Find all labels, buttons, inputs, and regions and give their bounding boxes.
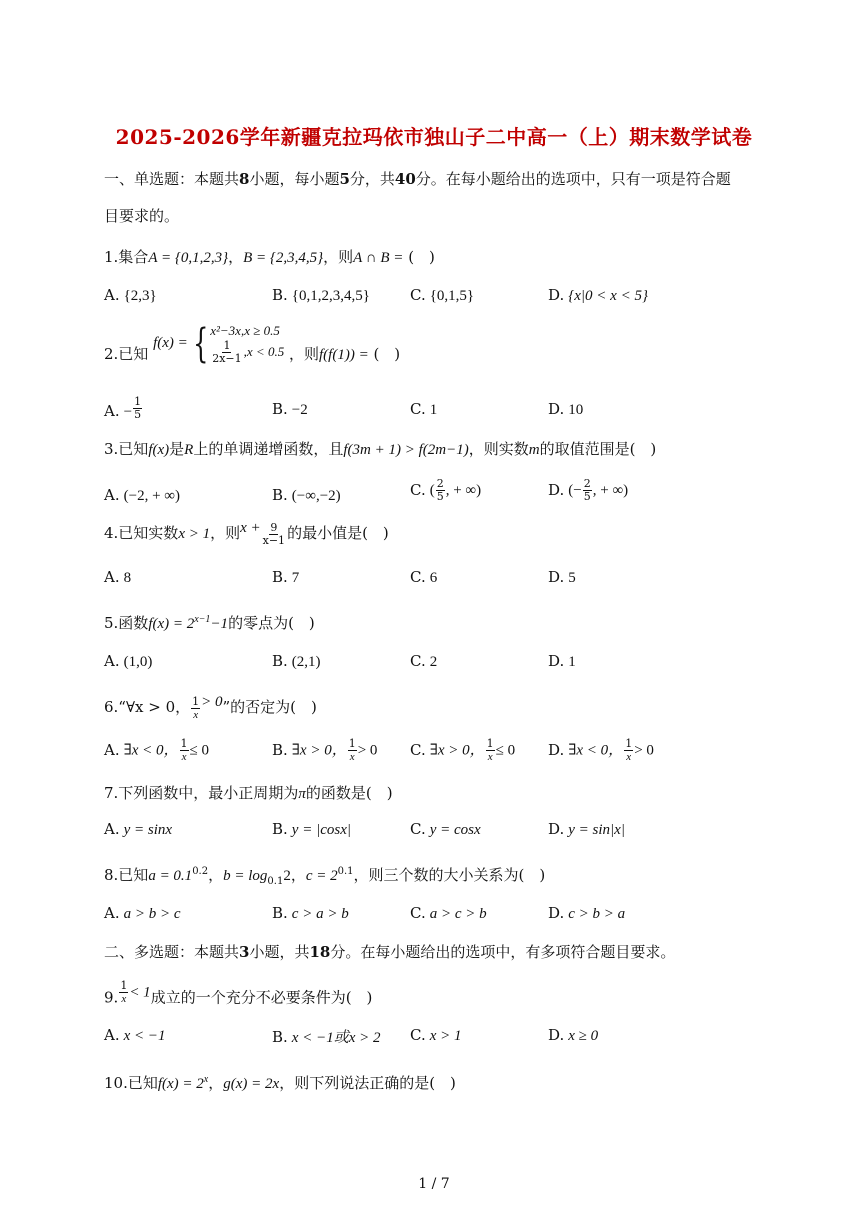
option-label: D.	[548, 480, 565, 499]
q-math: B = {2,3,4,5}	[243, 250, 324, 266]
option-c[interactable]	[410, 400, 437, 419]
q-math: < 1	[129, 984, 151, 1001]
question-10	[104, 1072, 456, 1093]
option-text: 10	[568, 402, 584, 418]
option-text: c > b > a	[568, 906, 626, 922]
question-8-options	[104, 904, 804, 926]
option-b[interactable]	[272, 486, 341, 505]
option-text: y = |cosx|	[291, 822, 351, 838]
q-math: f(f(1)) =	[319, 347, 369, 363]
option-text: y = sin|x|	[568, 822, 625, 838]
q-text: ，则	[210, 524, 241, 542]
frac-den: 2x−1	[212, 352, 242, 365]
question-4	[104, 520, 389, 547]
question-5	[104, 612, 315, 633]
q-math: A ∩ B =	[353, 250, 404, 266]
option-c[interactable]	[410, 1026, 462, 1045]
q-text: 2.已知	[104, 345, 149, 363]
q-text: ( )	[403, 248, 435, 266]
option-c[interactable]	[410, 568, 437, 587]
option-text: (−2, + ∞)	[123, 488, 180, 504]
section-2-heading	[104, 944, 774, 961]
option-label: B.	[272, 1028, 288, 1046]
question-6	[104, 694, 317, 721]
option-text: ∃x < 0，	[123, 742, 179, 759]
option-text: a > b > c	[123, 906, 181, 922]
q-text: 的最小值是( )	[287, 524, 389, 542]
q-text: 1.集合	[104, 248, 149, 266]
q-text: ，则	[288, 345, 319, 363]
option-label: D.	[548, 904, 565, 922]
frac-num: 1	[348, 737, 356, 750]
question-4-options	[104, 568, 804, 590]
option-text: {x|0 < x < 5}	[568, 288, 648, 304]
case-1: x²−3x,x ≥ 0.5	[210, 323, 280, 338]
q-text: 的函数是( )	[305, 784, 393, 802]
option-label: D.	[548, 652, 565, 670]
frac-num: 1	[180, 737, 188, 750]
option-text: c > a > b	[291, 906, 349, 922]
q-math: −1	[210, 616, 229, 632]
option-d[interactable]	[548, 738, 654, 763]
q-text: ，则三个数的大小关系为( )	[353, 866, 546, 884]
section-text: 小题，每小题	[249, 170, 340, 188]
section-1-heading	[104, 171, 774, 188]
option-label: D.	[548, 568, 565, 586]
q-text: ，则实数	[468, 440, 529, 458]
q-exponent: 0.1	[337, 866, 354, 877]
option-text: 1	[429, 402, 438, 418]
question-2	[104, 322, 400, 365]
option-label: C.	[410, 904, 426, 922]
option-label: C.	[410, 286, 426, 304]
option-d[interactable]	[548, 400, 583, 419]
option-label: D.	[548, 400, 565, 418]
option-label: A.	[104, 652, 120, 670]
frac-den: x	[193, 708, 199, 721]
q-text: 的取值范围是( )	[539, 440, 657, 458]
option-c[interactable]	[410, 286, 474, 305]
q-text: 的零点为( )	[228, 614, 315, 632]
q-math: b = log	[223, 868, 268, 884]
question-8	[104, 864, 545, 887]
option-label: D.	[548, 1026, 565, 1044]
option-label: A.	[104, 820, 120, 838]
q-math: g(x) = 2x	[223, 1076, 280, 1092]
option-a[interactable]	[104, 286, 157, 305]
frac-den: 5	[436, 490, 444, 503]
option-label: B.	[272, 820, 288, 838]
option-d[interactable]	[548, 286, 648, 305]
q-text: 9.	[104, 988, 119, 1007]
case-2-cond: ,x < 0.5	[243, 344, 285, 359]
option-a[interactable]	[104, 396, 143, 421]
q-math: f(x) = 2	[157, 1076, 204, 1092]
frac-num: 2	[436, 477, 444, 490]
option-text: (2,1)	[291, 654, 321, 670]
option-c[interactable]	[410, 478, 481, 503]
q-text: ”的否定为( )	[222, 698, 317, 716]
q-text: 成立的一个充分不必要条件为( )	[150, 988, 373, 1007]
option-d[interactable]	[548, 478, 628, 503]
q-math: x > 1	[178, 526, 211, 542]
frac-den: x	[349, 751, 355, 763]
option-text: (1,0)	[123, 654, 153, 670]
option-rel: > 0	[634, 742, 654, 759]
option-label: C.	[410, 740, 426, 759]
option-b[interactable]	[272, 1026, 380, 1047]
frac-num: 1	[486, 737, 494, 750]
option-a[interactable]	[104, 486, 180, 505]
section-text: 分。在每小题给出的选项中，有多项符合题目要求。	[330, 943, 676, 961]
section-1-heading-line2: 目要求的。	[104, 207, 180, 225]
option-d[interactable]	[548, 568, 576, 587]
option-a[interactable]	[104, 904, 181, 923]
option-label: B.	[272, 486, 288, 504]
option-label: A.	[104, 904, 120, 922]
option-text: , + ∞)	[445, 482, 482, 499]
question-1-options	[104, 286, 804, 308]
option-label: C.	[410, 1026, 426, 1044]
option-d[interactable]	[548, 904, 625, 923]
q-math: f(3m + 1) > f(2m−1)	[343, 442, 469, 458]
option-label: A.	[104, 740, 120, 759]
option-label: B.	[272, 904, 288, 922]
option-rel: ≤ 0	[495, 742, 516, 759]
frac-num: 1	[192, 694, 200, 708]
frac-den: x−1	[262, 533, 286, 547]
q-text: 5.函数	[104, 614, 149, 632]
option-sign: −	[123, 404, 133, 420]
frac-num: 9	[270, 520, 278, 534]
q-math: f(x)	[148, 442, 170, 458]
option-label: B.	[272, 652, 288, 670]
section-num: 3	[239, 943, 250, 961]
option-label: C.	[410, 568, 426, 586]
q-math: f(x) =	[153, 335, 188, 351]
option-b[interactable]	[272, 652, 321, 671]
option-c[interactable]	[410, 738, 515, 763]
q-text: ，	[228, 248, 244, 266]
option-b[interactable]	[272, 904, 349, 923]
option-label: A.	[104, 402, 120, 420]
q-math: 2	[283, 868, 291, 884]
option-label: A.	[104, 286, 120, 304]
option-text: 7	[291, 570, 300, 586]
option-b[interactable]	[272, 820, 351, 839]
option-label: D.	[548, 286, 565, 304]
q-text: ，则下列说法正确的是( )	[279, 1074, 456, 1092]
option-a[interactable]	[104, 820, 172, 839]
frac-den: 5	[134, 408, 142, 421]
q-subscript: 0.1	[267, 876, 284, 887]
question-1	[104, 246, 435, 267]
option-a[interactable]	[104, 1026, 166, 1045]
option-text: {2,3}	[123, 288, 157, 304]
option-text: 8	[123, 570, 132, 586]
option-d[interactable]	[548, 820, 625, 839]
option-text: a > c > b	[429, 906, 487, 922]
q-text: 6.“∀x > 0，	[104, 698, 191, 716]
section-text: 分，共	[349, 170, 395, 188]
question-3-options	[104, 477, 804, 504]
option-c[interactable]	[410, 820, 481, 839]
q-exponent: x	[203, 1074, 209, 1085]
option-label: C.	[410, 480, 426, 499]
option-label: D.	[548, 740, 565, 759]
q-exponent: 0.2	[192, 866, 209, 877]
option-text: ∃x > 0，	[429, 742, 485, 759]
option-label: B.	[272, 400, 288, 418]
option-text: (	[429, 482, 435, 499]
frac-den: 5	[583, 490, 591, 503]
brace-symbol: {	[192, 320, 209, 367]
frac-num: 1	[120, 979, 128, 992]
option-a[interactable]	[104, 652, 152, 671]
q-math: m	[528, 442, 540, 458]
q-math: π	[298, 786, 306, 802]
option-label: A.	[104, 568, 120, 586]
option-text: 1	[568, 654, 576, 670]
q-text: ，	[208, 1074, 224, 1092]
section-num: 40	[394, 170, 416, 188]
q-math: x +	[240, 520, 261, 536]
option-text: x ≥ 0	[568, 1028, 599, 1044]
exam-title: 2025-2026学年新疆克拉玛依市独山子二中高一（上）期末数学试卷	[115, 125, 753, 149]
frac-num: 1	[223, 339, 231, 352]
section-num: 5	[339, 170, 350, 188]
q-text: 4.已知实数	[104, 524, 179, 542]
section-text: 二、多选题：本题共	[104, 943, 240, 961]
question-7-options	[104, 820, 804, 842]
question-5-options	[104, 652, 804, 674]
option-c[interactable]	[410, 904, 487, 923]
option-label: C.	[410, 820, 426, 838]
page-number: 1 / 7	[418, 1176, 450, 1192]
frac-num: 1	[625, 737, 633, 750]
section-text: 小题，共	[249, 943, 310, 961]
option-text: 2	[429, 654, 438, 670]
option-text: ∃x < 0，	[568, 742, 624, 759]
option-b[interactable]	[272, 286, 370, 305]
q-math: f(x) = 2	[148, 616, 195, 632]
option-text: ∃x > 0，	[291, 742, 347, 759]
option-label: B.	[272, 568, 288, 586]
option-label: A.	[104, 486, 120, 504]
option-a[interactable]	[104, 738, 209, 763]
option-label: B.	[272, 740, 288, 759]
option-text: y = cosx	[429, 822, 481, 838]
frac-den: x	[487, 751, 493, 763]
option-text: 5	[568, 570, 576, 586]
q-text: 3.已知	[104, 440, 149, 458]
q-math: c = 2	[305, 868, 338, 884]
question-6-options	[104, 737, 804, 763]
frac-num: 2	[583, 477, 591, 490]
question-3	[104, 438, 656, 459]
q-text: ，则	[323, 248, 354, 266]
frac-den: x	[626, 751, 632, 763]
q-exponent: x−1	[194, 614, 211, 625]
cases	[210, 322, 284, 365]
option-d[interactable]	[548, 652, 576, 671]
q-text: ，	[208, 866, 224, 884]
option-rel: > 0	[357, 742, 378, 759]
option-label: B.	[272, 286, 288, 304]
option-b[interactable]	[272, 400, 308, 419]
question-9	[104, 980, 372, 1008]
frac-num: 1	[134, 395, 142, 408]
piecewise-function	[153, 322, 284, 365]
option-text: , + ∞)	[592, 482, 629, 499]
question-2-options	[104, 395, 804, 421]
q-text: 8.已知	[104, 866, 149, 884]
option-text: −2	[291, 402, 308, 418]
q-math: > 0	[201, 694, 223, 710]
option-text: (−	[568, 482, 582, 499]
option-text: x < −1或x > 2	[291, 1030, 381, 1046]
option-b[interactable]	[272, 568, 299, 587]
question-7	[104, 782, 393, 803]
option-text: x > 1	[429, 1028, 462, 1044]
option-label: D.	[548, 820, 565, 838]
option-text: y = sinx	[123, 822, 173, 838]
section-num: 8	[239, 170, 250, 188]
q-text: ，	[290, 866, 306, 884]
option-text: {0,1,2,3,4,5}	[291, 288, 370, 304]
q-text: 10.已知	[104, 1074, 158, 1092]
option-d[interactable]	[548, 1026, 598, 1045]
option-label: C.	[410, 400, 426, 418]
q-math: A = {0,1,2,3}	[148, 250, 229, 266]
option-label: A.	[104, 1026, 120, 1044]
option-text: x < −1	[123, 1028, 166, 1044]
option-label: C.	[410, 652, 426, 670]
frac-den: x	[181, 751, 187, 763]
option-text: (−∞,−2)	[291, 488, 341, 504]
question-9-options	[104, 1026, 804, 1048]
q-text: 是	[169, 440, 185, 458]
option-text: {0,1,5}	[429, 288, 475, 304]
section-text: 一、单选题：本题共	[104, 170, 240, 188]
case-2	[210, 340, 284, 365]
option-a[interactable]	[104, 568, 131, 587]
frac-den: x	[121, 993, 127, 1005]
q-text: 7.下列函数中，最小正周期为	[104, 784, 299, 802]
q-text: 上的单调递增函数，且	[193, 440, 344, 458]
option-c[interactable]	[410, 652, 437, 671]
section-text: 分。在每小题给出的选项中，只有一项是符合题	[415, 170, 731, 188]
option-b[interactable]	[272, 738, 377, 763]
option-rel: ≤ 0	[189, 742, 210, 759]
section-num: 18	[309, 943, 331, 961]
q-math: R	[184, 442, 194, 458]
q-text: ( )	[368, 345, 401, 363]
q-math: a = 0.1	[148, 868, 193, 884]
option-text: 6	[429, 570, 438, 586]
